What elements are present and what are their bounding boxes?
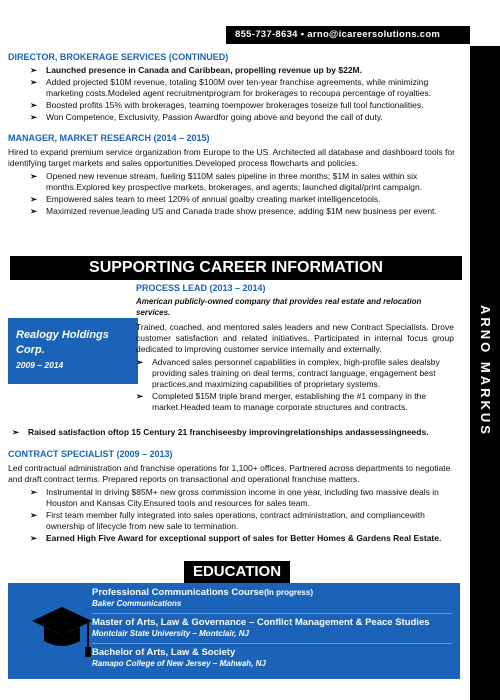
contact-info: 855-737-8634 • arno@icareersolutions.com	[235, 29, 441, 40]
supporting-career-heading: SUPPORTING CAREER INFORMATION	[10, 256, 462, 280]
job2-intro: Hired to expand premium service organization from Europe to the US. Architected all database and dashboard tools for identifying target markets and sales opportunities.Developed process flowcharts and policies.	[8, 147, 455, 168]
list-item: ➢ Raised satisfaction oftop 15 Century 21 franchiseesby improvingrelationships andassessingneeds.	[12, 427, 429, 437]
contract-specialist-section	[8, 449, 460, 545]
job-title-process-lead: PROCESS LEAD (2013 – 2014)	[136, 283, 266, 293]
contact-bar	[226, 26, 470, 44]
list-item: ➢ Completed $15M triple brand merger, establishing the #1 company in the market.Headed team to manage corporate structures and contracts.	[136, 391, 427, 412]
arrow-bullet-icon: ➢	[30, 533, 38, 543]
arrow-bullet-icon: ➢	[30, 171, 38, 181]
list-item: ➢ Advanced sales personnel capabilities in complex, high-profile sales dealsby providing sales training on deal terms, contract language, engagement best practices,and maximizing capabilities of proprietary systems.	[136, 357, 440, 389]
divider	[92, 643, 452, 644]
education-heading: EDUCATION	[184, 561, 290, 583]
graduation-cap-icon	[30, 603, 94, 669]
education-item: Master of Arts, Law & Governance – Conflict Management & Peace Studies Montclair State University – Montclair, NJ	[92, 617, 430, 638]
list-item: ➢ Boosted profits 15% with brokerages, teaming toempower brokerages toseize full tool functionalities.	[30, 100, 424, 110]
list-item: ➢ Earned High Five Award for exceptional support of sales for Better Homes & Gardens Real Estate.	[30, 533, 442, 543]
education-list	[92, 587, 452, 673]
education-section	[8, 583, 460, 679]
arrow-bullet-icon: ➢	[30, 112, 38, 122]
arrow-bullet-icon: ➢	[30, 100, 38, 110]
job1-bullets	[8, 65, 460, 123]
divider	[92, 613, 452, 614]
experience-continued	[8, 52, 460, 218]
arrow-bullet-icon: ➢	[30, 65, 38, 75]
arrow-bullet-icon: ➢	[30, 206, 38, 216]
education-item: Bachelor of Arts, Law & Society Ramapo College of New Jersey – Mahwah, NJ	[92, 647, 266, 668]
arrow-bullet-icon: ➢	[30, 77, 38, 87]
process-lead-section	[136, 283, 454, 414]
company-dates: 2009 – 2014	[16, 360, 64, 370]
process-intro: Trained, coached, and mentored sales leaders and new Contract Specialists. Drove customer satisfaction and related initiatives. Participated in internal focus group dedicated to improving customer service internally and externally.	[136, 322, 454, 354]
sidebar	[470, 46, 500, 700]
job-title-contract-specialist: CONTRACT SPECIALIST (2009 – 2013)	[8, 449, 173, 459]
education-item: Professional Communications Course(In progress) Baker Communications	[92, 587, 313, 608]
arrow-bullet-icon: ➢	[12, 427, 20, 437]
arrow-bullet-icon: ➢	[136, 391, 144, 401]
contract-bullets	[8, 487, 460, 544]
list-item: ➢ Launched presence in Canada and Caribbean, propelling revenue up by $22M.	[30, 65, 362, 75]
company-box	[8, 318, 138, 384]
list-item: ➢ Empowered sales team to meet 120% of annual goalby creating market intelligencetools.	[30, 194, 381, 204]
job-title-director: DIRECTOR, BROKERAGE SERVICES (CONTINUED)	[8, 52, 229, 62]
arrow-bullet-icon: ➢	[30, 194, 38, 204]
process-extra-list	[8, 427, 460, 438]
list-item: ➢ Instrumental in driving $85M+ new gross commission income in one year, including two massive deals in Houston and Kansas City.Ensured tools and resources for sales team.	[30, 487, 439, 508]
company-description: American publicly-owned company that provides real estate and relocation services.	[136, 297, 422, 317]
arrow-bullet-icon: ➢	[30, 487, 38, 497]
job2-bullets	[8, 171, 460, 217]
job-title-manager: MANAGER, MARKET RESEARCH (2014 – 2015)	[8, 133, 210, 143]
list-item: ➢ Added projected $10M revenue, totaling $100M over ten-year franchise agreements, while minimizing marketing costs.Modeled agent recruitmentprogram for brokerages to recoupa percentage of royalties.	[30, 77, 432, 98]
arrow-bullet-icon: ➢	[136, 357, 144, 367]
process-bullets	[136, 357, 454, 413]
list-item: ➢ First team member fully integrated into sales operations, contract administration, and compliancewith ownership of lifecycle from new sale to termination.	[30, 510, 425, 531]
list-item: ➢ Maximized revenue,leading US and Canada trade show presence, adding $1M new business per event.	[30, 206, 437, 216]
contract-intro: Led contractual administration and franchise operations for 1,100+ offices. Partnered across departments to negotiate and draft contract terms. Prepared reports on transactional and operational franchise matters.	[8, 463, 451, 484]
process-extra	[8, 425, 460, 439]
arrow-bullet-icon: ➢	[30, 510, 38, 520]
list-item: ➢ Won Competence, Exclusivity, Passion Awardfor going above and beyond the call of duty.	[30, 112, 383, 122]
list-item: ➢ Opened new revenue stream, fueling $110M sales pipeline in three months; $1M in sales within six months.Explored key prospective markets, brokerages, and agents; launched digital/print campaign.	[30, 171, 423, 192]
candidate-name: ARNO MARKUS	[478, 305, 493, 437]
company-name: Realogy Holdings Corp.	[16, 329, 109, 356]
